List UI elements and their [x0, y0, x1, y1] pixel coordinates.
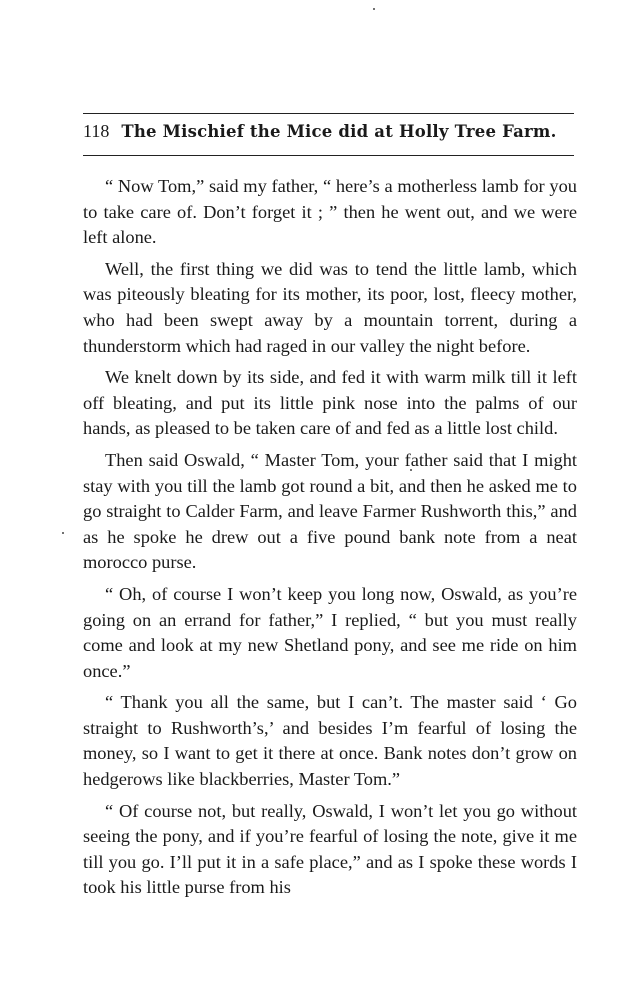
paper-speck [373, 8, 375, 10]
paragraph: “ Of course not, but really, Oswald, I won’t let you go without seeing the pony, and if you’re fearful of losing the note, give it me till you go. I’ll put it in a safe place,” and as I spoke these words I took his little purse from his [83, 800, 577, 898]
page-number: 118 [83, 121, 110, 141]
header-rule-top [83, 113, 574, 114]
body-text [83, 174, 577, 907]
paragraph: We knelt down by its side, and fed it with warm milk till it left off bleating, and put its little pink nose into the palms of our hands, as pleased to be taken care of and fed as a little lost child. [83, 367, 577, 439]
paragraph: Well, the first thing we did was to tend the little lamb, which was piteously bleating for its mother, its poor, lost, fleecy mother, who had been swept away by a mountain torrent, during a thunderstorm which had raged in our valley the night before. [83, 258, 577, 356]
paragraph: “ Now Tom,” said my father, “ here’s a motherless lamb for you to take care of. Don’t forget it ; ” then he went out, and we were left alone. [83, 176, 577, 248]
paragraph: “ Oh, of course I won’t keep you long now, Oswald, as you’re going on an errand for father,” I replied, “ but you must really come and look at my new Shetland pony, and see me ride on him once.” [83, 583, 577, 681]
paragraph: Then said Oswald, “ Master Tom, your father said that I might stay with you till the lamb got round a bit, and then he asked me to go straight to Calder Farm, and leave Farmer Rushworth this,” and as he spoke he drew out a five pound bank note from a neat morocco purse. [83, 449, 577, 573]
paper-speck [62, 532, 64, 534]
header-rule-bottom [83, 155, 574, 156]
page-header [83, 121, 574, 149]
running-title: The Mischief the Mice did at Holly Tree Farm. [121, 122, 557, 141]
paragraph: “ Thank you all the same, but I can’t. The master said ‘ Go straight to Rushworth’s,’ and besides I’m fearful of losing the money, so I want to get it there at once. Bank notes don’t grow on hedgerows like blackberries, Master Tom.” [83, 692, 577, 790]
